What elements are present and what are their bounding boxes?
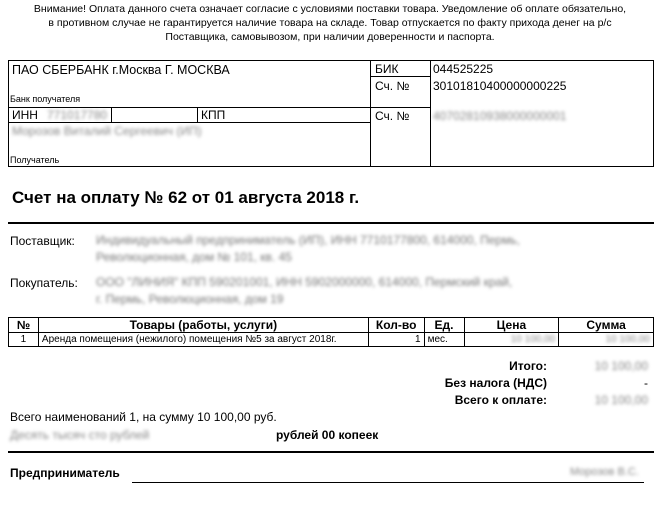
items-count-summary: Всего наименований 1, на сумму 10 100,00 руб. [10,410,277,424]
corr-account-value: 30101810400000000225 [433,79,567,93]
bik-label: БИК [375,62,399,76]
supplier-line-1: Индивидуальный предприниматель (ИП), ИНН 7710177800, 614000, Пермь, [96,233,520,247]
table-header-row [9,318,654,333]
inn-value: 771017780 [47,108,108,122]
row-goods-name: Аренда помещения (нежилого) помещения №5 за август 2018г. [38,333,368,347]
invoice-title: Счет на оплату № 62 от 01 августа 2018 г. [12,188,360,207]
account-value: 40702810938000000001 [433,109,567,123]
signatory-label: Предприниматель [10,466,120,480]
recipient-name: Морозов Виталий Сергеевич (ИП) [12,124,202,138]
bik-value: 044525225 [433,62,494,76]
signatory-name: Морозов В.С. [570,466,639,478]
col-header-sum: Сумма [559,318,654,333]
buyer-line-1: ООО "ЛИНИЯ" КПП 590201001, ИНН 5902000000, 614000, Пермский край, [96,275,513,289]
kpp-label: КПП [201,108,226,122]
payable-value: 10 100,00 [594,393,648,407]
summary-divider [8,451,654,453]
col-header-number: № [9,318,39,333]
row-qty: 1 [368,333,424,347]
supplier-line-2: Революционная, дом № 101, кв. 45 [96,250,292,264]
table-row [9,333,654,347]
payment-notice: Внимание! Оплата данного счета означает согласие с условиями поставки товара. Уведомление об оплате обязательно, в противном случае не гарантируется наличие товара на складе. Товар отпускается по факту прихода денег на р/с Поставщика, самовывозом, при наличии доверенности и паспорта. [33,3,627,43]
amount-in-words-tail: рублей 00 копеек [276,428,379,442]
buyer-label: Покупатель: [10,276,78,290]
signature-line [132,482,644,483]
bank-name: ПАО СБЕРБАНК г.Москва Г. МОСКВА [12,63,230,77]
row-number: 1 [9,333,39,347]
bank-details-table [8,60,654,167]
buyer-line-2: г. Пермь, Революционная, дом 19 [96,292,284,306]
amount-in-words-blurred: Десять тысяч сто рублей [10,428,150,442]
supplier-label: Поставщик: [10,234,75,248]
row-price: 10 100,00 [464,333,559,347]
inn-label: ИНН [12,108,38,122]
col-header-goods: Товары (работы, услуги) [38,318,368,333]
recipient-bank-label: Банк получателя [10,94,81,104]
corr-account-label: Сч. № [375,79,410,93]
col-header-price: Цена [464,318,559,333]
col-header-qty: Кол-во [368,318,424,333]
total-value: 10 100,00 [594,359,648,373]
recipient-label: Получатель [10,155,60,165]
vat-label: Без налога (НДС) [444,376,547,390]
title-divider [8,222,654,224]
row-sum: 10 100,00 [559,333,654,347]
payable-label: Всего к оплате: [454,393,547,407]
account-label: Сч. № [375,109,410,123]
goods-table [8,317,654,347]
vat-value: - [644,376,648,390]
col-header-unit: Ед. [424,318,464,333]
row-unit: мес. [424,333,464,347]
total-label: Итого: [509,359,547,373]
